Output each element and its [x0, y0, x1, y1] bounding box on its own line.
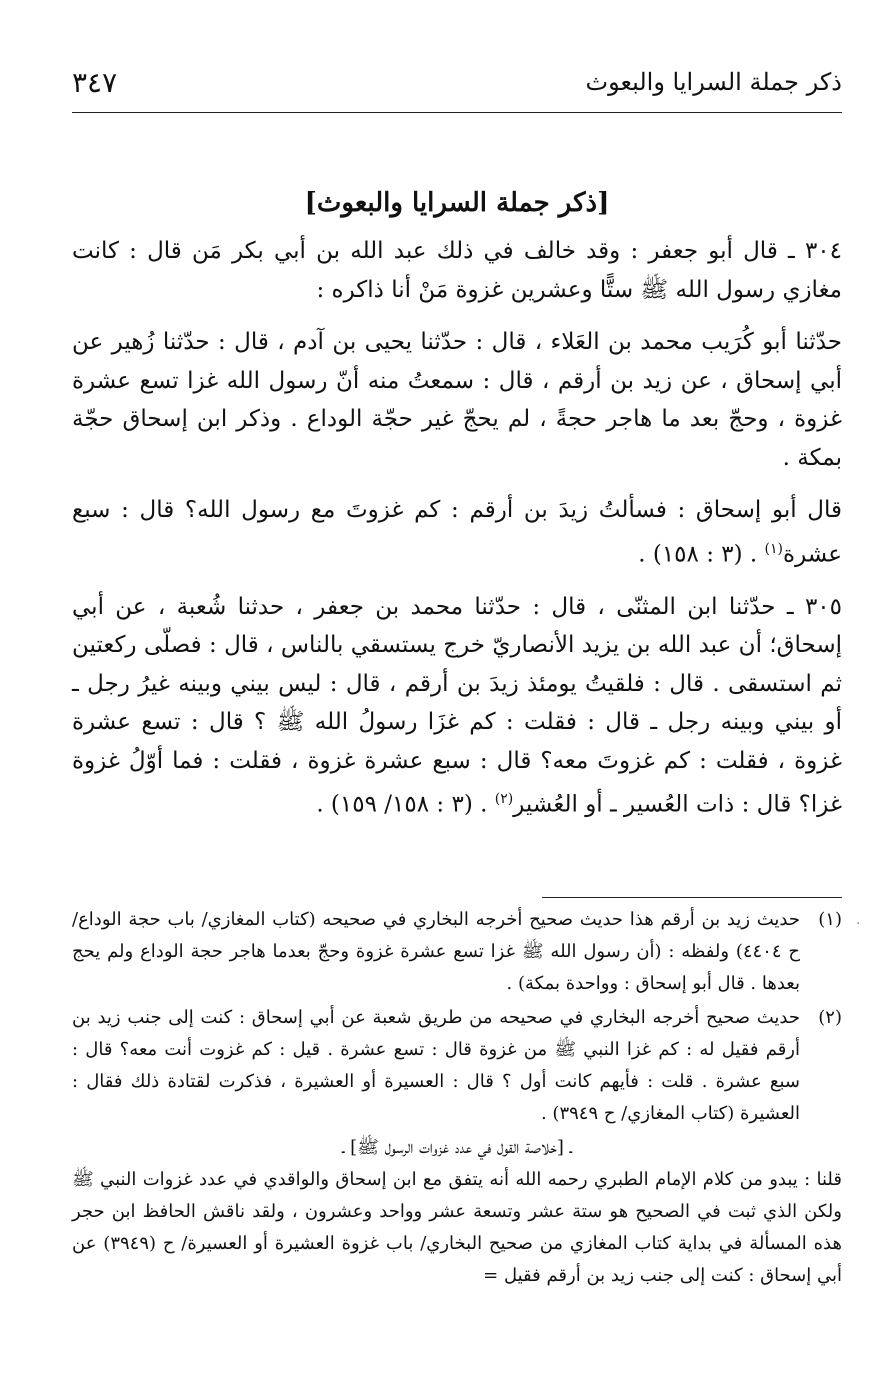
paragraph-305: [72, 588, 842, 825]
narration-number: ٣٠٥: [804, 593, 842, 620]
footnote-2: [72, 1002, 842, 1130]
paragraph-abu-ishaq: [72, 491, 842, 574]
footnote-text: حديث صحيح أخرجه البخاري في صحيحه من طريق شعبة عن أبي إسحاق : كنت إلى جنب زيد بن أرقم فقيل له : كم غزا النبي ﷺ من غزوة قال : تسع عشرة . قيل : كم غزوت أنت معه؟ قال : سبع عشرة . قلت : فأيهم كانت أول ؟ قال : العسيرة أو العشيرة ، فذكرت لقتادة ذلك فقال : العشيرة (كتاب المغازي/ ح ٣٩٤٩) .: [72, 1007, 800, 1124]
footnote-divider: [542, 897, 842, 898]
margin-mark: .: [856, 912, 861, 928]
paragraph-isnad-1: [72, 323, 842, 477]
running-header: [72, 68, 842, 108]
page-number: ٣٤٧: [72, 66, 118, 99]
narration-number: ٣٠٤: [804, 238, 843, 264]
footnote-text: حديث زيد بن أرقم هذا حديث صحيح أخرجه البخاري في صحيحه (كتاب المغازي/ باب حجة الوداع/ ح ٤٤٠٤) ولفظه : (أن رسول الله ﷺ غزا تسع عشرة غزوة وحجّ بعدما هاجر حجة الوداع ولم يحج بعدها . قال أبو إسحاق : وواحدة بمكة) .: [72, 909, 800, 994]
citation: . (٣ : ١٥٨) .: [638, 541, 758, 568]
book-page: [72, 60, 861, 1350]
footnote-subheading: ـ [خلاصة القول في عدد غزوات الرسول ﷺ] ـ: [342, 1137, 572, 1158]
footnotes: [72, 904, 842, 1292]
footnote-ref-1[interactable]: (١): [764, 540, 784, 557]
running-title: ذكر جملة السرايا والبعوث: [585, 68, 842, 96]
footnote-ref-2[interactable]: (٢): [494, 791, 514, 808]
header-divider: [72, 112, 842, 113]
section-heading: [ذكر جملة السرايا والبعوث]: [304, 188, 610, 218]
paragraph-text: حدّثنا أبو كُرَيب محمد بن العَلاء ، قال : حدّثنا يحيى بن آدم ، قال : حدّثنا زُهير عن أبي إسحاق ، عن زيد بن أرقم ، قال : سمعتُ منه أنّ رسول الله غزا تسع عشرة غزوة ، وحجّ بعد ما هاجر حجةً ، لم يحجّ غير حجّة الوداع . وذكر ابن إسحاق حجّة بمكة .: [72, 329, 842, 471]
paragraph-text: قال أبو إسحاق : فسألتُ زيدَ بن أرقم : كم غزوتَ مع رسول الله؟ قال : سبع عشرة: [72, 497, 842, 568]
paragraph-text: ـ حدّثنا ابن المثنّى ، قال : حدّثنا محمد بن جعفر ، حدثنا شُعبة ، عن أبي إسحاق؛ أن عبد الله بن يزيد الأنصاريّ خرج يستسقي بالناس ، قال : فصلّى ركعتين ثم استسقى . قال : فلقيتُ يومئذ زيدَ بن أرقم ، قال : ليس بيني وبينه غيرُ رجل ـ أو بيني وبينه رجل ـ قال : فقلت : كم غزَا رسولُ الله ﷺ ؟ قال : تسع عشرة غزوة ، فقلت : كم غزوتَ معه؟ قال : سبع عشرة غزوة ، فقلت : فما أوّلُ غزوة غزا؟ قال : ذات العُسير ـ أو العُشير: [72, 593, 842, 818]
citation: . (٣ : ١٥٨/ ١٥٩) .: [316, 791, 488, 818]
paragraph-304: [72, 232, 842, 309]
footnote-note: قلنا : يبدو من كلام الإمام الطبري رحمه الله أنه يتفق مع ابن إسحاق والواقدي في عدد غزوات النبي ﷺ ولكن الذي ثبت في الصحيح هو ستة عشر وتسعة عشر وواحد وعشرون ، ولقد ناقش الحافظ ابن حجر هذه المسألة في بداية كتاب المغازي من صحيح البخاري/ باب غزوة العشيرة أو العسيرة/ ح (٣٩٤٩) عن أبي إسحاق : كنت إلى جنب زيد بن أرقم فقيل =: [72, 1169, 843, 1286]
footnote-number: (٢): [818, 1007, 842, 1028]
footnote-1: [72, 904, 842, 1000]
paragraph-text: ـ قال أبو جعفر : وقد خالف في ذلك عبد الله بن أبي بكر مَن قال : كانت مغازي رسول الله ﷺ ستًّا وعشرين غزوة مَنْ أنا ذاكره :: [72, 238, 842, 303]
footnote-number: (١): [818, 909, 842, 930]
main-text: [72, 232, 842, 838]
